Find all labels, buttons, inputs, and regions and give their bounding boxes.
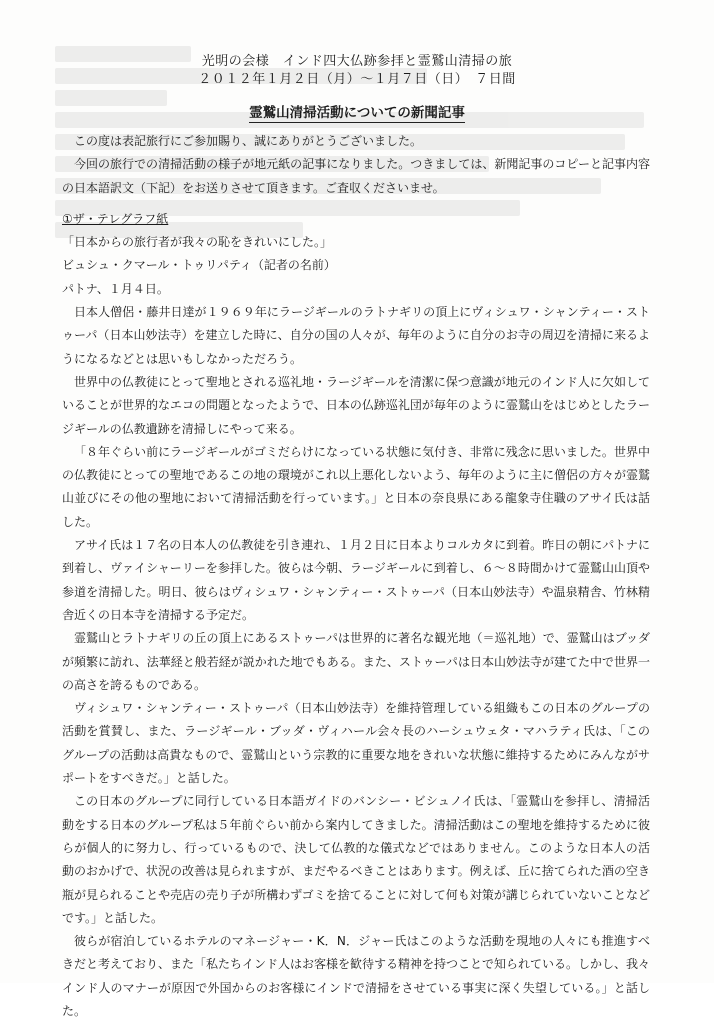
tour-title: 光明の会様 インド四大仏跡参拝と霊鷲山清掃の旅 xyxy=(201,54,513,69)
article-dateline: パトナ、１月４日。 xyxy=(62,281,169,296)
article-paragraph: 霊鷲山とラトナギリの丘の頂上にあるストゥーパは世界的に著名な観光地（＝巡礼地）で、霊鷲山はブッダが頻繁に訪れ、法華経と般若経が説かれた地でもある。また、ストゥーパは日本山妙法寺が建てた中で世界一の高さを誇るものである。 xyxy=(62,631,650,692)
article-paragraph: 彼らが宿泊しているホテルのマネージャー・K．N．ジャー氏はこのような活動を現地の人々にも推進すべきだと考えており、また「私たちインド人はお客様を歓待する精神を持つことで知られている。しかし、我々インド人のマナーが原因で外国からのお客様にインドで清掃をさせている事実に深く失望している。」と話した。 xyxy=(62,934,651,1018)
intro-paragraph: 今回の旅行での清掃活動の様子が地元紙の記事になりました。つきましては、新聞記事のコピーと記事内容の日本語訳文（下記）をお送りさせて頂きます。ご査収くださいませ。 xyxy=(62,157,650,195)
newspaper-source: ①ザ・テレグラフ紙 xyxy=(62,211,169,226)
subject-text: 霊鷲山清掃活動についての新聞記事 xyxy=(249,105,465,121)
article-paragraph: アサイ氏は１７名の日本人の仏教徒を引き連れ、１月２日に日本よりコルカタに到着。昨日の朝にパトナに到着し、ヴァイシャーリーを参拝した。彼らは今朝、ラージギールに到着し、６～８時間かけて霊鷲山山頂や参道を清掃した。明日、彼らはヴィシュワ・シャンティー・ストゥーパ（日本山妙法寺）や温泉精舎、竹林精舎近くの日本寺を清掃する予定だ。 xyxy=(62,538,650,622)
document-subject xyxy=(0,101,714,121)
intro-paragraph: この度は表記旅行にご参加賜り、誠にありがとうございました。 xyxy=(74,134,423,148)
article-paragraph: 世界中の仏教徒にとって聖地とされる巡礼地・ラージギールを清潔に保つ意識が地元のインド人に欠如していることが世界的なエコの問題となったようで、日本の仏跡巡礼団が毎年のように霊鷲山をはじめとしたラージギールの仏教遺跡を清掃しにやって来る。 xyxy=(62,374,650,436)
article-byline: ビュシュ・クマール・トゥリパティ（記者の名前） xyxy=(62,258,336,273)
article-paragraph: 「８年ぐらい前にラージギールがゴミだらけになっている状態に気付き、非常に残念に思いました。世界中の仏教徒にとっての聖地であるこの地の環境がこれ以上悪化しないよう、毎年のように主に僧侶の方々が霊鷲山並びにその他の聖地において清掃活動を行っています。」と日本の奈良県にある龍象寺住職のアサイ氏は話した。 xyxy=(62,444,650,529)
article-paragraph: この日本のグループに同行している日本語ガイドのバンシー・ビシュノイ氏は、「霊鷲山を参拝し、清掃活動をする日本のグループ私は５年前ぐらい前から案内してきました。清掃活動はこの聖地を維持するために彼らが個人的に努力し、行っているもので、決して仏教的な儀式などではありません。このような日本人の活動のおかげで、状況の改善は見られますが、まだやるべきことはあります。例えば、丘に捨てられた酒の空き瓶が見られることや売店の売り子が所構わずゴミを捨てることに対して何も対策が講じられていないことなどです。」と話した。 xyxy=(62,794,650,925)
tour-dates: ２０１２年１月２日（月）～１月７日（日） ７日間 xyxy=(198,72,516,87)
article-paragraph: 日本人僧侶・藤井日達が１９６９年にラージギールのラトナギリの頂上にヴィシュワ・シャンティー・ストゥーパ（日本山妙法寺）を建立した時に、自分の国の人々が、毎年のように自分のお寺の周辺を清掃に来るようになるなどとは思いもしなかっただろう。 xyxy=(62,305,650,366)
article-paragraph: ヴィシュワ・シャンティー・ストゥーパ（日本山妙法寺）を維持管理している組織もこの日本のグループの活動を賞賛し、また、ラージギール・ブッダ・ヴィハール会々長のハーシュウェタ・マハラティ氏は、「このグループの活動は高貴なもので、霊鷲山という宗教的に重要な地をきれいな状態に維持するためにみんながサポートをすべきだ。」と話した。 xyxy=(62,701,650,786)
article-headline: 「日本からの旅行者が我々の恥をきれいにした。」 xyxy=(62,235,333,250)
document-body xyxy=(62,130,650,1023)
